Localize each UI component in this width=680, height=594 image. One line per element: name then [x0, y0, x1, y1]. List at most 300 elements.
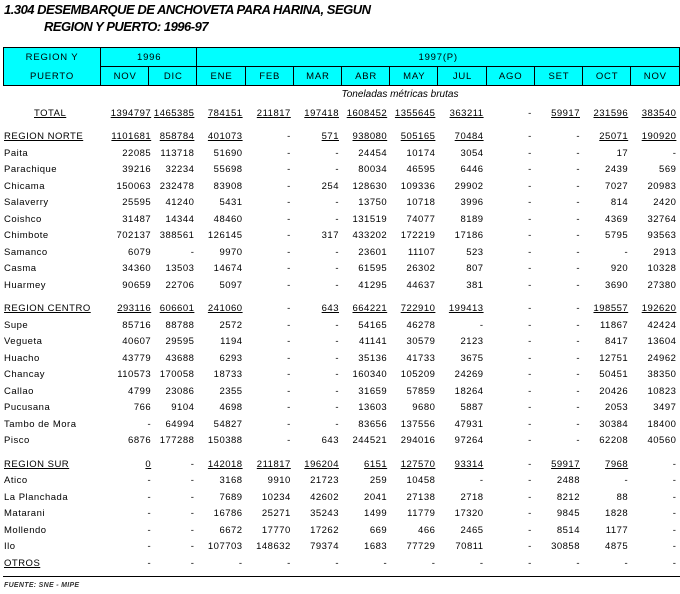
cell-value: [534, 108, 580, 119]
cell-value: 177288: [159, 435, 195, 446]
cell-value: 80034: [358, 164, 388, 175]
cell-value: -: [287, 336, 291, 347]
cell-value: -: [528, 131, 532, 142]
cell-value: -: [528, 230, 532, 241]
cell-value: -: [147, 541, 152, 552]
cell-value: 8212: [556, 491, 580, 503]
cell-value: -: [335, 164, 339, 175]
cell-value: [438, 459, 484, 470]
cell-value: 1194: [220, 336, 243, 347]
cell-value: 11779: [407, 508, 436, 519]
cell-value: 17262: [310, 524, 339, 536]
cell-value: 88788: [165, 319, 195, 331]
row-label: REGION CENTRO: [4, 303, 91, 314]
cell-value: 42424: [647, 319, 677, 331]
cell-value: [582, 303, 628, 314]
cell-value: 93563: [647, 230, 677, 241]
cell-value: 9104: [171, 402, 195, 413]
cell-value: 172219: [400, 230, 436, 241]
cell-value: -: [528, 263, 532, 274]
cell-value: -: [287, 131, 291, 142]
cell-value: 30858: [551, 541, 580, 552]
cell-value: -: [672, 508, 677, 519]
cell-value: -: [576, 164, 580, 175]
row-label: Matarani: [4, 508, 45, 519]
cell-value: -: [672, 557, 677, 569]
cell-value: 4698: [219, 402, 243, 413]
table-row: [0, 247, 680, 261]
header-month-dic: DIC: [163, 70, 183, 82]
table-title-line2: REGION Y PUERTO: 1996-97: [44, 19, 209, 34]
header-month-feb: FEB: [259, 70, 281, 82]
cell-value-text: 858784: [159, 131, 195, 142]
cell-value: 46278: [406, 319, 436, 331]
cell-value: -: [528, 336, 532, 347]
row-label: La Planchada: [4, 491, 69, 503]
cell-value-text: 241060: [207, 303, 243, 314]
cell-value-text: 938080: [352, 131, 388, 142]
cell-value: 388561: [159, 230, 195, 241]
cell-value: 31659: [358, 385, 388, 397]
cell-value: -: [335, 369, 339, 380]
cell-value: 160340: [352, 369, 388, 380]
cell-value-text: 1101681: [111, 131, 152, 142]
cell-value: [105, 459, 151, 470]
cell-value: 1828: [605, 508, 629, 519]
cell-value-text: 664221: [352, 303, 388, 314]
cell-value: 3996: [460, 197, 484, 208]
cell-value: 702137: [116, 230, 152, 241]
table-row: [0, 181, 680, 195]
cell-value: -: [335, 319, 339, 331]
table-row: [0, 164, 680, 178]
cell-value: 88: [616, 491, 629, 503]
cell-value: -: [528, 418, 532, 430]
cell-value: [582, 459, 628, 470]
cell-value: -: [147, 524, 152, 536]
cell-value: 3497: [653, 402, 677, 413]
cell-value: -: [528, 508, 532, 519]
cell-value: -: [335, 557, 339, 569]
cell-value: -: [672, 541, 677, 552]
row-label: Huarmey: [4, 279, 47, 291]
cell-value: 13503: [165, 263, 195, 274]
cell-value: 10328: [647, 263, 677, 274]
row-label: OTROS: [4, 557, 41, 569]
cell-value: [582, 131, 628, 142]
cell-value: 74077: [406, 213, 436, 225]
table-row: [0, 541, 680, 555]
cell-value: 17186: [454, 230, 484, 241]
cell-value: 34360: [122, 263, 152, 274]
cell-value: 6293: [219, 352, 243, 364]
cell-value: 2718: [460, 491, 484, 503]
cell-value: 16786: [213, 508, 243, 519]
cell-value: 13750: [358, 197, 388, 208]
cell-value: -: [335, 336, 339, 347]
cell-value: -: [190, 458, 195, 470]
cell-value: 83656: [358, 418, 388, 430]
cell-value: 24962: [647, 352, 677, 364]
table-row: [0, 525, 680, 539]
cell-value: -: [238, 557, 243, 569]
table-row: [0, 353, 680, 367]
cell-value: 3054: [460, 147, 484, 159]
cell-value: 5887: [460, 402, 484, 413]
cell-value: 17: [616, 147, 629, 159]
cell-value: 170058: [159, 369, 195, 380]
cell-value: 13604: [647, 336, 677, 347]
cell-value: -: [190, 557, 195, 569]
unit-label: Toneladas métricas brutas: [341, 89, 459, 100]
cell-value: 3168: [219, 475, 243, 486]
cell-value: -: [287, 418, 291, 430]
cell-value: 54165: [358, 319, 388, 331]
cell-value: 41295: [358, 279, 388, 291]
header-divider: [100, 66, 679, 67]
cell-value: -: [287, 147, 291, 159]
cell-value-text: 231596: [593, 108, 629, 119]
cell-value: 54827: [213, 418, 243, 430]
cell-value: -: [576, 319, 580, 331]
cell-value: [293, 303, 339, 314]
cell-value: 8417: [605, 336, 629, 347]
cell-value: 61595: [358, 263, 388, 274]
cell-value: 17320: [454, 508, 484, 519]
row-label: TOTAL: [34, 108, 67, 119]
cell-value: -: [528, 369, 532, 380]
cell-value: [293, 131, 339, 142]
total-row: [0, 108, 680, 122]
cell-value: 9845: [556, 508, 580, 519]
cell-value: 97264: [454, 435, 484, 446]
cell-value: -: [147, 491, 152, 503]
cell-value: 131519: [352, 213, 388, 225]
header-month-ago: AGO: [498, 70, 523, 82]
row-label: Parachique: [4, 164, 58, 175]
row-label: Coishco: [4, 213, 42, 225]
header-month-ene: ENE: [210, 70, 233, 82]
cell-value: 11867: [599, 319, 629, 331]
cell-value: 55698: [213, 164, 243, 175]
row-label: Salaverry: [4, 197, 49, 208]
cell-value: 12751: [599, 352, 629, 364]
cell-value: -: [528, 319, 532, 331]
cell-value: 105209: [400, 369, 436, 380]
cell-value: [341, 303, 387, 314]
cell-value: -: [335, 352, 339, 364]
cell-value: -: [147, 418, 152, 430]
cell-value: [389, 131, 435, 142]
cell-value-text: 784151: [207, 108, 243, 119]
cell-value: [245, 108, 291, 119]
cell-value-text: 363211: [449, 108, 484, 119]
table-row: [0, 386, 680, 400]
header-region-label: REGION Y: [25, 51, 79, 63]
cell-value: -: [672, 491, 677, 503]
cell-value: [630, 108, 676, 119]
cell-value: 113718: [160, 147, 195, 159]
cell-value: -: [672, 147, 677, 159]
table-header: [3, 47, 680, 86]
cell-value-text: 142018: [207, 458, 243, 470]
cell-value: 2465: [460, 524, 484, 536]
cell-value: 40607: [122, 336, 152, 347]
cell-value: 807: [466, 263, 484, 274]
cell-value: -: [287, 319, 291, 331]
cell-value: 43779: [122, 352, 152, 364]
table-row: [0, 369, 680, 383]
cell-value: -: [190, 491, 195, 503]
cell-value: [630, 131, 676, 142]
cell-value: 64994: [165, 418, 195, 430]
table-row: [0, 336, 680, 350]
cell-value: [197, 303, 243, 314]
cell-value: -: [528, 524, 532, 536]
cell-value: 25271: [261, 508, 291, 519]
cell-value: [105, 108, 151, 119]
cell-value: -: [576, 279, 580, 291]
header-port-label: PUERTO: [29, 70, 75, 82]
cell-value-text: 25071: [599, 131, 629, 142]
cell-value: 1499: [364, 508, 388, 519]
cell-value: 31487: [122, 213, 152, 225]
cell-value: 126145: [207, 230, 243, 241]
table-row: [0, 197, 680, 211]
cell-value: 85716: [122, 319, 152, 331]
cell-value: 41141: [358, 336, 388, 347]
cell-value: -: [576, 213, 580, 225]
cell-value: 10174: [406, 147, 436, 159]
cell-value: 107703: [207, 541, 243, 552]
cell-value: 523: [466, 246, 484, 258]
cell-value: -: [576, 385, 580, 397]
table-row: [0, 280, 680, 294]
cell-value: [389, 108, 435, 119]
cell-value: -: [287, 230, 291, 241]
cell-value: -: [190, 524, 195, 536]
cell-value: -: [624, 557, 629, 569]
cell-value: -: [287, 402, 291, 413]
cell-value: -: [190, 541, 195, 552]
cell-value: 5431: [219, 197, 243, 208]
cell-value: 2053: [605, 402, 629, 413]
cell-value: [197, 131, 243, 142]
cell-value: -: [287, 279, 291, 291]
cell-value: 23086: [165, 385, 195, 397]
cell-value: 20426: [599, 385, 629, 397]
cell-value: 48460: [213, 213, 243, 225]
cell-value: 18733: [213, 369, 243, 380]
cell-value: 669: [369, 524, 388, 536]
cell-value: 14674: [213, 263, 243, 274]
cell-value: 11107: [407, 246, 436, 258]
cell-value: 569: [659, 164, 677, 175]
cell-value: 466: [418, 524, 436, 536]
cell-value: -: [190, 246, 195, 258]
cell-value-text: 196204: [304, 458, 339, 470]
cell-value: -: [335, 246, 339, 258]
row-label: Chancay: [4, 369, 45, 380]
cell-value: 29595: [165, 336, 195, 347]
cell-value: -: [287, 213, 291, 225]
header-divider: [293, 66, 294, 85]
row-label: Mollendo: [4, 524, 47, 536]
row-label: Vegueta: [4, 336, 43, 347]
region-row: [0, 303, 680, 317]
cell-value: -: [335, 418, 339, 430]
region-row: [0, 131, 680, 145]
cell-value-text: 383540: [641, 108, 677, 119]
header-divider: [486, 66, 487, 85]
cell-value: -: [335, 197, 339, 208]
cell-value: 22085: [122, 147, 152, 159]
header-divider: [148, 66, 149, 85]
cell-value: 2572: [219, 319, 243, 331]
cell-value: [197, 108, 243, 119]
header-divider: [341, 66, 342, 85]
cell-value-text: 1608452: [346, 108, 388, 119]
cell-value: -: [576, 352, 580, 364]
cell-value: [341, 108, 387, 119]
cell-value: 41240: [165, 197, 195, 208]
cell-value: -: [335, 263, 339, 274]
cell-value: -: [672, 458, 677, 470]
cell-value-text: 401073: [207, 131, 243, 142]
cell-value: 29902: [454, 180, 484, 192]
cell-value: 14344: [165, 213, 195, 225]
cell-value-text: 6151: [364, 458, 388, 470]
cell-value: 148632: [256, 541, 291, 552]
cell-value: [389, 459, 435, 470]
cell-value-text: 70484: [454, 131, 484, 142]
cell-value: -: [287, 303, 291, 314]
cell-value: 5795: [605, 230, 629, 241]
cell-value-text: 198557: [593, 303, 629, 314]
header-month-oct: OCT: [595, 70, 619, 82]
cell-value: 39216: [122, 164, 152, 175]
cell-value: 38350: [647, 369, 677, 380]
cell-value: 18400: [647, 418, 677, 430]
cell-value: 79374: [310, 541, 339, 552]
row-label: Casma: [4, 263, 37, 274]
cell-value: 254: [321, 180, 339, 192]
cell-value: 6446: [460, 164, 484, 175]
cell-value: -: [576, 369, 580, 380]
cell-value: 433202: [352, 230, 388, 241]
cell-value: 20983: [647, 180, 677, 192]
cell-value: 128630: [352, 180, 388, 192]
cell-value: -: [576, 180, 580, 192]
cell-value: 150063: [116, 180, 152, 192]
cell-value-text: 190920: [641, 131, 677, 142]
cell-value-text: 505165: [400, 131, 436, 142]
cell-value: [105, 131, 151, 142]
cell-value-text: 293116: [117, 303, 152, 314]
cell-value: -: [576, 197, 580, 208]
cell-value-text: 192620: [641, 303, 677, 314]
row-label: REGION SUR: [4, 458, 70, 470]
table-title-line1: 1.304 DESEMBARQUE DE ANCHOVETA PARA HARINA, SEGUN: [4, 2, 371, 17]
cell-value: -: [287, 352, 291, 364]
cell-value: 10458: [406, 475, 436, 486]
header-month-jul: JUL: [452, 70, 473, 82]
header-month-may: MAY: [403, 70, 426, 82]
cell-value: 50451: [599, 369, 629, 380]
cell-value: -: [335, 385, 339, 397]
header-month-mar: MAR: [306, 70, 330, 82]
cell-value: 2355: [219, 385, 243, 397]
cell-value: 643: [321, 435, 339, 446]
table-row: [0, 230, 680, 244]
row-label: Callao: [4, 385, 34, 397]
table-row: [0, 419, 680, 433]
cell-value: 2913: [653, 246, 677, 258]
cell-value: 6876: [128, 435, 152, 446]
region-row: [0, 459, 680, 473]
cell-value: [197, 459, 243, 470]
cell-value: 77729: [406, 541, 436, 552]
cell-value: -: [335, 147, 339, 159]
cell-value: 24454: [358, 147, 388, 159]
cell-value-text: 606601: [159, 303, 195, 314]
cell-value-text: 643: [321, 303, 339, 314]
header-month-nov: NOV: [113, 70, 137, 82]
row-label: Pisco: [4, 435, 30, 446]
cell-value: 3675: [460, 352, 484, 364]
table-row: [0, 435, 680, 449]
cell-value: -: [528, 164, 532, 175]
cell-value: -: [287, 197, 291, 208]
cell-value: -: [576, 147, 580, 159]
table-row: [0, 558, 680, 572]
cell-value: [245, 459, 291, 470]
cell-value: 8514: [556, 524, 580, 536]
cell-value: 137556: [400, 418, 436, 430]
cell-value: -: [528, 147, 532, 159]
cell-value: -: [576, 557, 580, 569]
cell-value-text: 211817: [256, 108, 291, 119]
cell-value: 21723: [310, 475, 339, 486]
table-row: [0, 508, 680, 522]
cell-value: -: [479, 557, 484, 569]
cell-value: 6672: [219, 524, 243, 536]
cell-value: -: [147, 475, 152, 486]
bottom-rule: [3, 576, 680, 577]
cell-value: 51690: [213, 147, 243, 159]
header-year-1997: 1997(P): [418, 51, 458, 63]
cell-value-text: 1355645: [394, 108, 436, 119]
cell-value: 920: [610, 263, 629, 274]
cell-value-text: 93314: [454, 458, 484, 470]
cell-value: -: [335, 402, 339, 413]
cell-value: 44637: [406, 279, 436, 291]
cell-value: -: [528, 385, 532, 397]
cell-value: 4799: [128, 385, 152, 397]
row-label: Ilo: [4, 541, 16, 552]
cell-value: [630, 303, 676, 314]
cell-value: 17770: [261, 524, 291, 536]
header-month-abr: ABR: [355, 70, 378, 82]
cell-value: -: [528, 108, 532, 119]
cell-value: 57859: [406, 385, 436, 397]
cell-value: 41733: [406, 352, 436, 364]
cell-value: 294016: [400, 435, 436, 446]
cell-value: 9910: [267, 475, 291, 486]
cell-value: [389, 303, 435, 314]
table-row: [0, 148, 680, 162]
cell-value: -: [287, 435, 291, 446]
